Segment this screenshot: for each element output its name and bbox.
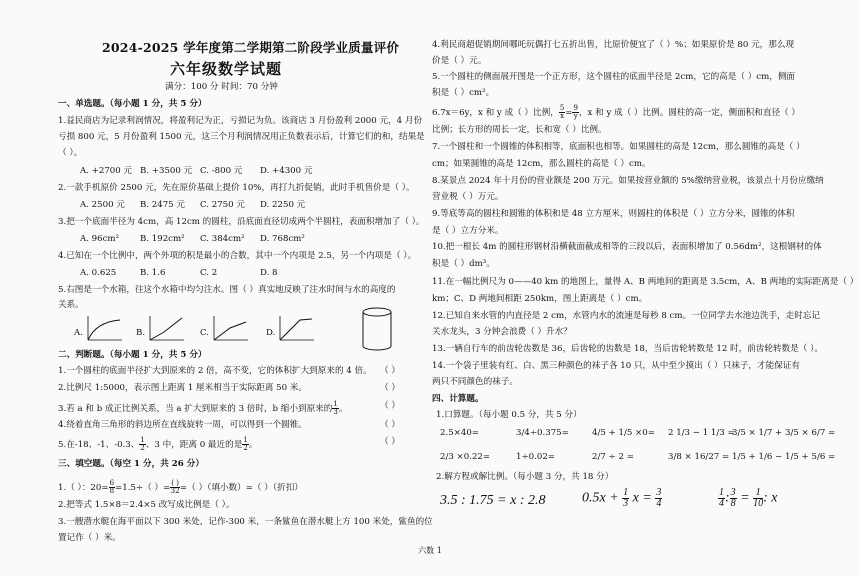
fill-q1-fraction-b xyxy=(170,480,180,495)
sc-q4-option-c: C. 2 xyxy=(200,268,218,278)
fill-q9-line1: 9.等底等高的圆柱和圆锥的体积和是 48 立方厘米，则圆柱的体积是（ ）立方分米，圆锥的体积 xyxy=(432,209,795,219)
fill-q10-line2: 积是（ ）dm³。 xyxy=(432,259,495,269)
equation-3: $\frac{1}{4}$ : $\frac{3}{8}$ = $\frac{1}{10}$ : x xyxy=(719,487,778,509)
frac-num: ( ) xyxy=(171,479,179,487)
judge-q3-text: 3.若 a 和 b 成正比例关系，当 a 扩大到原来的 3 倍时，b 缩小到原来的 xyxy=(58,404,333,414)
fill-q1-part-b: =1.5÷（ ）= xyxy=(115,483,171,493)
judge-q4: 4.绕着直角三角形的斜边所在直线旋转一周，可以得到一个圆锥。 xyxy=(58,420,307,430)
frac-den: 3 xyxy=(623,498,629,509)
fill-q11-line2: km；C、D 两地间相距 250km，图上距离是（ ）cm。 xyxy=(432,294,648,304)
eq2-part-a: 0.5x + xyxy=(582,490,619,506)
fill-q12-line2: 关水龙头，3 分钟会浪费（ ）升水？ xyxy=(432,327,572,337)
fill-q12-line1: 12.已知自来水管的内直径是 2 cm，水管内水的流速是每秒 8 cm。一位同学去水池边洗手，走时忘记 xyxy=(432,311,821,321)
oral-7: 1÷0.02= xyxy=(516,452,556,462)
graph-option-c xyxy=(202,314,252,344)
eq3-tail: : x xyxy=(763,490,778,506)
frac-num: 5 xyxy=(559,104,565,112)
graph-option-b xyxy=(138,314,188,344)
judge-q4-answer: （ ） xyxy=(380,420,400,430)
oral-6: 2/3 ×0.22= xyxy=(440,452,491,462)
fill-q1 xyxy=(58,480,303,495)
graph-d-letter: D. xyxy=(266,328,276,338)
calc-part1-title: 1.口算题。（每小题 0.5 分，共 5 分） xyxy=(436,410,582,420)
fill-q14-line1: 14.一个袋子里装有红、白、黑三种颜色的袜子各 10 只，从中至少摸出（ ）只袜子，才能保证有 xyxy=(432,361,800,371)
frac-num: 3 xyxy=(656,487,662,498)
eq3-equals: = xyxy=(740,490,750,506)
exam-title: 2024-2025 学年度第二学期第二阶段学业质量评价 xyxy=(102,40,400,55)
fill-q4-line1: 4.利民商超促销期间哪吒玩偶打七五折出售，比原价便宜了（ ）%；如果原价是 80 元，那么现 xyxy=(432,40,795,50)
fill-q6-part-a: 6.7x＝6y，x 和 y 成（ ）比例， xyxy=(432,108,559,118)
frac-den: 32 xyxy=(170,487,180,495)
fill-q6-part-b: ，x 和 y 成（ ）比例。圆柱的高一定，侧面积和直径（ ） xyxy=(578,108,800,118)
judge-q3: 3.若 a 和 b 成正比例关系，当 a 扩大到原来的 3 倍时，b 缩小到原来的 $\frac{1}{3}$ 。 xyxy=(58,400,348,416)
eq3-fraction-a xyxy=(718,488,725,509)
sc-q2-option-b: B. 2475 元 xyxy=(140,200,185,210)
page-footer: 六数 1 xyxy=(418,546,442,555)
graph-b-letter: B. xyxy=(136,328,146,338)
frac-den: y xyxy=(573,112,578,120)
sc-q2-option-c: C. 2750 元 xyxy=(200,200,245,210)
sc-q3-option-a: A. 96cm² xyxy=(80,234,120,244)
fill-q7-line2: cm；如果圆锥的高是 12cm，那么圆柱的高是（ ）cm。 xyxy=(432,159,651,169)
frac-den: 3 xyxy=(333,408,338,416)
sc-q1-option-a: A. +2700 元 xyxy=(80,166,133,176)
frac-den: 2 xyxy=(243,444,248,452)
oral-8: 2/7 ÷ 2 = xyxy=(592,452,634,462)
fill-q1-part-a: 1.（ ）：20= xyxy=(58,483,109,493)
sc-q3: 3.把一个底面半径为 4cm，高 12cm 的圆柱，沿底面直径切成两个半圆柱，表面积增加了（ ）。 xyxy=(58,217,425,227)
sc-q4-option-d: D. 8 xyxy=(260,268,278,278)
fill-q5-line2: 积是（ ）cm²。 xyxy=(432,88,495,98)
fill-q2: 2.把等式 1.5×8＝2.4×5 改写成比例是（ ）。 xyxy=(58,500,235,510)
graph-b-plot xyxy=(148,314,188,344)
graph-a-letter: A. xyxy=(74,328,83,338)
judge-q5-tail: 、3 中，距离 0 最近的是 xyxy=(145,440,243,450)
eq2-fraction-b xyxy=(655,488,662,509)
sc-q1-option-b: B. +3500 元 xyxy=(140,166,193,176)
fill-q5-line1: 5.一个圆柱的侧面展开图是一个正方形，这个圆柱的底面半径是 2cm，它的高是（ ）cm，侧面 xyxy=(432,72,796,82)
section-single-choice: 一、单选题。（每小题 1 分，共 5 分） xyxy=(58,99,207,109)
frac-den: 8 xyxy=(730,498,736,509)
frac-num: 1 xyxy=(243,436,248,444)
equation-1: 3.5 : 1.75 = x : 2.8 xyxy=(440,493,546,508)
section-judgement: 二、判断题。（每小题 1 分，共 5 分） xyxy=(58,350,207,360)
graph-a-plot xyxy=(86,314,126,344)
graph-c-letter: C. xyxy=(200,328,210,338)
judge-q3-fraction xyxy=(332,401,338,416)
sc-q1-option-c: C. -800 元 xyxy=(200,166,243,176)
section-fill-blank: 三、填空题。（每空 1 分，共 26 分） xyxy=(58,459,204,469)
sc-q1-line3: （ ）。 xyxy=(58,148,83,158)
eq3-fraction-c xyxy=(753,488,763,509)
judge-q1: 1.一个圆柱的底面半径扩大到原来的 2 倍，高不变，它的体积扩大到原来的 4 倍。 xyxy=(58,366,372,376)
sc-q1-line1: 1.益民商店为记录利润情况，将盈利记为正，亏损记为负。该商店 3 月份盈利 2000 元，4 月份 xyxy=(58,116,423,126)
judge-q5-text: 5.在-18、-1、-0.3、 xyxy=(58,440,140,450)
sc-q2-option-d: D. 2250 元 xyxy=(260,200,306,210)
graph-d-plot xyxy=(278,314,318,344)
oral-5: 3/5 × 1/7 + 3/5 × 6/7 = xyxy=(732,428,836,438)
fill-q6-equals: = xyxy=(565,108,573,118)
oral-1: 2.5×40= xyxy=(440,428,480,438)
judge-q3-answer: （ ） xyxy=(380,401,400,411)
graph-option-d xyxy=(268,314,318,344)
frac-num: 1 xyxy=(623,487,629,498)
graph-option-a xyxy=(76,314,126,344)
sc-q1-line2: 亏损 800 元，5 月份盈利 1500 元，这三个月利润情况用正负数表示后，计算它们的和，结果是 xyxy=(58,132,425,142)
sc-q2: 2.一款手机原价 2500 元，先在原价基础上提价 10%，再打九折促销，此时手机售价是（ ）。 xyxy=(58,183,415,193)
graph-c-plot xyxy=(212,314,252,344)
section-calculation: 四、计算题。 xyxy=(432,394,484,404)
frac-den: 4 xyxy=(719,498,724,509)
frac-den: 8 xyxy=(109,487,115,495)
eq2-fraction-a xyxy=(622,488,629,509)
frac-num: 1 xyxy=(719,487,724,498)
fill-q9-line2: 是（ ）立方分米。 xyxy=(432,226,504,236)
frac-den: 10 xyxy=(753,498,764,509)
frac-den: 4 xyxy=(656,498,662,509)
fill-q8-line2: 营业税（ ）万元。 xyxy=(432,192,504,202)
judge-q5-answer: （ ） xyxy=(380,437,400,447)
fill-q3-line1: 3.一艘潜水艇在海平面以下 300 米处，记作-300 米，一条鲨鱼在潜水艇上方 100 米处，鲨鱼的位 xyxy=(58,517,433,527)
sc-q2-option-a: A. 2500 元 xyxy=(80,200,125,210)
fill-q11-line1: 11.在一幅比例尺为 0——40 km 的地图上，量得 A、B 两地间的距离是 3.5cm，A、B 两地的实际距离是（ ） xyxy=(432,277,859,287)
water-tank-icon xyxy=(360,306,394,352)
fill-q1-part-c: =（ ）（填小数）=（ ）（折扣） xyxy=(179,483,303,493)
oral-9: 3/8 × 16/27 = xyxy=(668,452,730,462)
frac-den: 2 xyxy=(140,444,145,452)
water-tank-drawing xyxy=(360,306,394,356)
exam-subtitle: 六年级数学试题 xyxy=(170,60,283,78)
sc-q3-option-b: B. 192cm² xyxy=(140,234,185,244)
sc-q5-line1: 5.右图是一个水箱，往这个水箱中均匀注水。图（ ）真实地反映了注水时间与水的高度的 xyxy=(58,285,396,295)
oral-10: 1/5 + 1/6 − 1/5 + 5/6 = xyxy=(732,452,836,462)
frac-num: 6 xyxy=(109,479,115,487)
frac-num: 1 xyxy=(333,400,338,408)
sc-q4: 4.已知在一个比例中，两个外项的积是最小的合数，其中一个内项是 2.5，另一个内项是（ ）。 xyxy=(58,251,417,261)
eq3-fraction-b xyxy=(730,488,737,509)
frac-num: 1 xyxy=(753,488,763,499)
oral-4: 2 1/3 − 1 1/3 = xyxy=(668,428,735,438)
sc-q4-option-a: A. 0.625 xyxy=(80,268,117,278)
fill-q6-line1 xyxy=(432,105,800,120)
sc-q1-option-d: D. +4300 元 xyxy=(260,166,313,176)
oral-3: 4/5 + 1/5 ×0= xyxy=(592,428,655,438)
sc-q4-option-b: B. 1.6 xyxy=(140,268,166,278)
judge-q2: 2.比例尺 1:5000，表示图上距离 1 厘米相当于实际距离 50 米。 xyxy=(58,383,307,393)
fill-q6-line2: 比例；长方形的周长一定，长和宽（ ）比例。 xyxy=(432,125,607,135)
frac-num: 1 xyxy=(140,436,145,444)
fill-q13: 13.一辆自行车的前齿轮齿数是 36，后齿轮的齿数是 18，当后齿轮转数是 12 时，前齿轮转数是（ ）。 xyxy=(432,344,823,354)
fill-q7-line1: 7.一个圆柱和一个圆锥的体积相等，底面积也相等。如果圆柱的高是 12cm，那么圆锥的高是（ ） xyxy=(432,142,805,152)
sc-q3-option-c: C. 384cm² xyxy=(200,234,245,244)
fill-q3-line2: 置记作（ ）米。 xyxy=(58,533,121,543)
judge-q5-fraction-b xyxy=(242,437,248,452)
judge-q5: 5.在-18、-1、-0.3、 $\frac{1}{2}$ 、3 中，距离 0 最近的是 $\frac{1}{2}$ 。 xyxy=(58,436,258,452)
eq2-part-b: x = xyxy=(632,490,652,506)
frac-num: 9 xyxy=(573,104,578,112)
calc-part2-title: 2.解方程或解比例。（每小题 3 分，共 18 分） xyxy=(436,472,614,482)
frac-num: 3 xyxy=(730,487,736,498)
sc-q5-line2: 关系。 xyxy=(58,300,84,310)
fill-q14-line2: 两只不同颜色的袜子。 xyxy=(432,377,518,387)
equation-2 xyxy=(582,488,662,509)
sc-q3-option-d: D. 768cm² xyxy=(260,234,305,244)
judge-q2-answer: （ ） xyxy=(380,383,400,393)
judge-q1-answer: （ ） xyxy=(380,366,400,376)
oral-2: 3/4÷0.375= xyxy=(516,428,569,438)
frac-den: x xyxy=(560,112,565,120)
fill-q4-line2: 价是（ ）元。 xyxy=(432,56,487,66)
fill-q8-line1: 8.某景点 2024 年十月份的营业额是 200 万元。如果按营业额的 5%缴纳营业税，该景点十月份应缴纳 xyxy=(432,176,824,186)
fill-q10-line1: 10.把一根长 4m 的圆柱形钢材沿横截面截成相等的三段以后，表面积增加了 0.56dm²，这根钢材的体 xyxy=(432,242,822,252)
exam-meta: 满分：100 分 时间：70 分钟 xyxy=(165,82,278,92)
